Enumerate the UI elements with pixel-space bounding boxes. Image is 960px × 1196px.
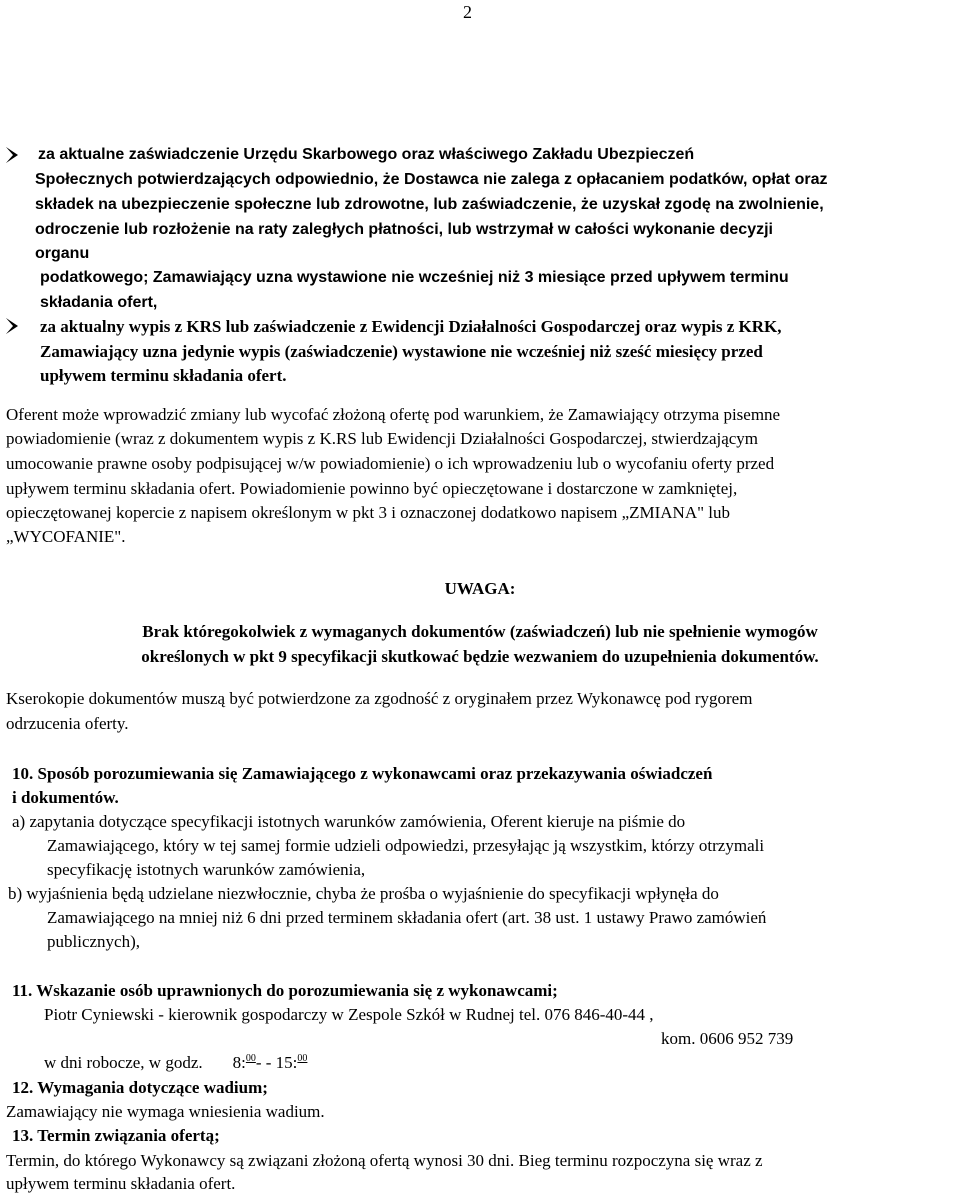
change-paragraph-line-2: powiadomienie (wraz z dokumentem wypis z K.RS lub Ewidencji Działalności Gospodarczej, stwierdzającym xyxy=(6,429,759,448)
uwaga-title: UWAGA: xyxy=(444,579,516,598)
change-paragraph-line-6: „WYCOFANIE". xyxy=(6,527,126,546)
section-11-heading: 11. Wskazanie osób uprawnionych do porozumiewania się z wykonawcami; xyxy=(12,981,558,1000)
section-12-heading: 12. Wymagania dotyczące wadium; xyxy=(12,1078,268,1097)
bullet-1-line-1: za aktualne zaświadczenie Urzędu Skarbowego oraz właściwego Zakładu Ubezpieczeń xyxy=(38,146,695,163)
bullet-1-line-3: składek na ubezpieczenie społeczne lub zdrowotne, lub zaświadczenie, że uzyskał zgodę na zwolnienie, xyxy=(35,196,824,213)
bullet-1-line-4: odroczenie lub rozłożenie na raty zaległych płatności, lub wstrzymał w całości wykonanie decyzji xyxy=(35,221,773,238)
section-10-a-line-2: Zamawiającego, który w tej samej formie udzieli odpowiedzi, przesyłając ją wszystkim, którzy otrzymali xyxy=(47,836,765,855)
kserokopie-line-2: odrzucenia oferty. xyxy=(6,714,129,733)
hours-label: w dni robocze, w godz. xyxy=(44,1053,203,1072)
minutes: 00 xyxy=(245,1053,256,1064)
minutes: 00 xyxy=(297,1053,308,1064)
section-13-line-2: upływem terminu składania ofert. xyxy=(6,1174,236,1193)
section-10-heading-line-2: i dokumentów. xyxy=(12,788,119,807)
uwaga-line-1: Brak któregokolwiek z wymaganych dokumentów (zaświadczeń) lub nie spełnienie wymogów xyxy=(142,622,818,641)
arrowhead-bullet-icon xyxy=(6,318,18,334)
change-paragraph-line-1: Oferent może wprowadzić zmiany lub wycofać złożoną ofertę pod warunkiem, że Zamawiający otrzyma pisemne xyxy=(6,405,781,424)
page-number: 2 xyxy=(463,2,472,22)
hour-from: 8: xyxy=(232,1053,246,1072)
change-paragraph-line-4: upływem terminu składania ofert. Powiadomienie powinno być opieczętowane i dostarczone w zamkniętej, xyxy=(6,479,738,498)
section-12-text: Zamawiający nie wymaga wniesienia wadium. xyxy=(6,1102,325,1121)
arrowhead-bullet-icon xyxy=(6,147,18,163)
bullet-2-line-1: za aktualny wypis z KRS lub zaświadczenie z Ewidencji Działalności Gospodarczej oraz wypis z KRK, xyxy=(40,317,782,336)
bullet-1-line-5: organu xyxy=(35,245,90,262)
change-paragraph-line-3: umocowanie prawne osoby podpisującej w/w powiadomienie) o ich wprowadzeniu lub o wycofaniu oferty przed xyxy=(6,454,775,473)
section-10-b-line-3: publicznych), xyxy=(47,932,140,951)
section-11-contact: Piotr Cyniewski - kierownik gospodarczy w Zespole Szkół w Rudnej tel. 076 846-40-44 , xyxy=(44,1005,654,1024)
hour-separator: - - 15: xyxy=(255,1053,298,1072)
section-13-heading: 13. Termin związania ofertą; xyxy=(12,1126,220,1145)
section-10-a-line-3: specyfikację istotnych warunków zamówienia, xyxy=(47,860,366,879)
section-11-hours xyxy=(44,1053,307,1073)
section-10-a-line-1: a) zapytania dotyczące specyfikacji istotnych warunków zamówienia, Oferent kieruje na piśmie do xyxy=(12,812,686,831)
bullet-1-line-7: składania ofert, xyxy=(40,294,158,311)
uwaga-line-2: określonych w pkt 9 specyfikacji skutkować będzie wezwaniem do uzupełnienia dokumentów. xyxy=(141,647,819,666)
section-10-b-line-2: Zamawiającego na mniej niż 6 dni przed terminem składania ofert (art. 38 ust. 1 ustawy Prawo zamówień xyxy=(47,908,767,927)
change-paragraph-line-5: opieczętowanej kopercie z napisem określonym w pkt 3 i oznaczonej dodatkowo napisem „ZMIANA" lub xyxy=(6,503,731,522)
section-11-phone: kom. 0606 952 739 xyxy=(661,1029,794,1048)
kserokopie-line-1: Kserokopie dokumentów muszą być potwierdzone za zgodność z oryginałem przez Wykonawcę pod rygorem xyxy=(6,689,753,708)
section-13-line-1: Termin, do którego Wykonawcy są związani złożoną ofertą wynosi 30 dni. Bieg terminu rozpoczyna się wraz z xyxy=(6,1151,763,1170)
bullet-1-line-6: podatkowego; Zamawiający uzna wystawione nie wcześniej niż 3 miesiące przed upływem terminu xyxy=(40,269,789,286)
section-10-heading-line-1: 10. Sposób porozumiewania się Zamawiającego z wykonawcami oraz przekazywania oświadczeń xyxy=(12,764,713,783)
section-10-b-line-1: b) wyjaśnienia będą udzielane niezwłocznie, chyba że prośba o wyjaśnienie do specyfikacji wpłynęła do xyxy=(8,884,719,903)
bullet-2-line-3: upływem terminu składania ofert. xyxy=(40,366,287,385)
bullet-1-line-2: Społecznych potwierdzających odpowiednio, że Dostawca nie zalega z opłacaniem podatków, opłat oraz xyxy=(35,171,828,188)
bullet-2-line-2: Zamawiający uzna jedynie wypis (zaświadczenie) wystawione nie wcześniej niż sześć miesięcy przed xyxy=(40,342,763,361)
